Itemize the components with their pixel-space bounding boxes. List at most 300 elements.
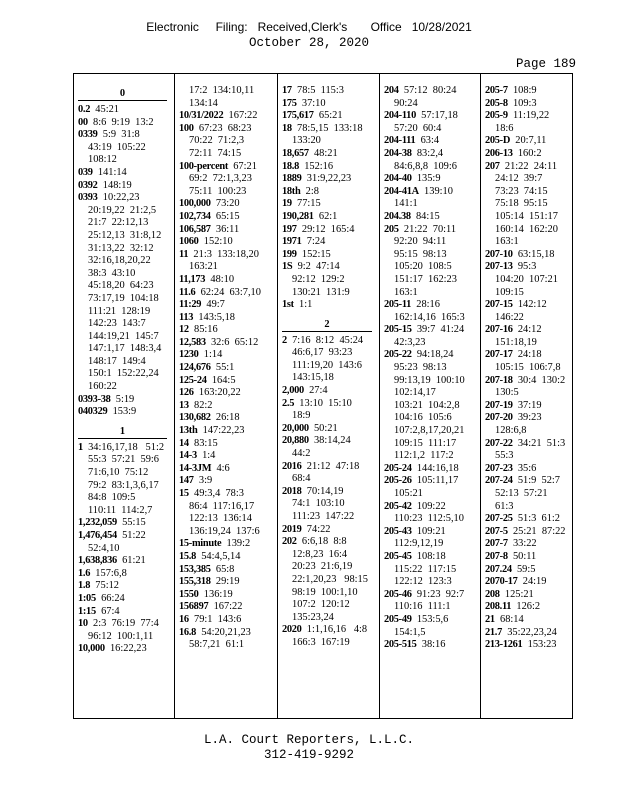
page-line-references: 136:19 [203,588,233,600]
index-entry-continuation [78,280,171,293]
index-term: 10,000 [78,643,105,655]
index-entry [179,337,274,350]
index-entry [485,475,568,488]
index-entry [384,526,477,539]
index-term: 205-D [485,135,511,147]
index-term: 13 [179,399,189,411]
index-term: 204-41A [384,185,419,197]
index-entry-continuation [485,337,568,350]
index-entry [485,85,568,98]
index-term: 0393 [78,192,98,204]
page-line-references: 102:14,17 [394,387,436,399]
page-line-references: 21:3 133:18,20 [193,248,259,260]
index-entry [384,589,477,602]
index-entry [485,161,568,174]
index-entry [78,117,171,130]
index-entry [384,475,477,488]
page-line-references: 22:1,20,23 98:15 [292,573,368,585]
index-entry-continuation [282,347,376,360]
index-term: 153,385 [179,563,211,575]
index-term: 207-22 [485,437,513,449]
index-entry [485,551,568,564]
index-term: 20,000 [282,422,309,434]
page-line-references: 36:11 [215,223,240,235]
index-term: 113 [179,311,194,323]
page-line-references: 92:20 94:11 [394,236,447,248]
index-term: 2018 [282,485,302,497]
index-term: 1 [78,441,83,453]
index-term: 1971 [282,236,302,248]
page-line-references: 38:3 43:10 [88,267,136,279]
page-line-references: 96:12 100:1,11 [88,630,154,642]
index-entry [485,564,568,577]
page-line-references: 103:21 104:2,8 [394,399,460,411]
page-line-references: 73:20 [215,198,240,210]
page-line-references: 141:14 [97,166,127,178]
index-entry [282,335,376,348]
index-entry [282,85,376,98]
index-entry-continuation [282,511,376,524]
page-line-references: 67:23 68:23 [198,122,252,134]
index-entry-continuation [485,123,568,136]
index-entry-continuation [78,381,171,394]
page-line-references: 98:19 100:1,10 [292,586,358,598]
index-entry [179,362,274,375]
index-entry [179,400,274,413]
index-term: 155,318 [179,576,211,588]
index-entry-continuation [282,612,376,625]
index-term: 20,880 [282,435,309,447]
index-entry-continuation [78,631,171,644]
index-entry-continuation [78,205,171,218]
page-line-references: 1:1,16,16 4:8 [306,624,368,636]
index-entry-continuation [282,561,376,574]
index-term: 205-43 [384,525,412,537]
page-line-references: 31:13,22 32:12 [88,242,154,254]
page-line-references: 29:12 165:4 [301,223,355,235]
index-entry [78,442,171,455]
index-term: 15 [179,488,189,499]
page-line-references: 63:15,18 [517,248,555,260]
index-entry [485,299,568,312]
index-entry [282,123,376,136]
index-entry-continuation [78,505,171,518]
page-line-references: 74:22 [306,523,331,535]
index-entry [384,639,477,652]
reporter-phone: 312-419-9292 [263,748,354,762]
index-term: 207-24 [485,475,513,487]
index-term: 00 [78,116,88,128]
index-term: 12,583 [179,336,206,348]
index-entry-continuation [282,637,376,650]
index-entry-continuation [384,488,477,501]
index-entry [485,148,568,161]
page-line-references: 78:5,15 133:18 [297,122,363,134]
page-line-references: 166:3 167:19 [292,636,350,648]
page-line-references: 65:21 [318,110,343,122]
page-line-references: 163:1 [495,236,519,248]
page-line-references: 55:15 [122,517,146,529]
page-line-references: 160:14 162:20 [495,223,558,235]
index-entry-continuation [485,198,568,211]
page-line-references: 45:18,20 64:23 [88,280,154,292]
index-entry-continuation [485,362,568,375]
page-line-references: 28:16 [416,299,440,311]
page-line-references: 31:9,22,23 [306,173,352,185]
page-line-references: 148:19 [102,179,132,191]
page-line-references: 73:17,19 104:18 [88,292,159,304]
index-entry [485,135,568,148]
index-term: 204.38 [384,210,411,222]
index-entry-continuation [78,154,171,167]
index-entry [384,186,477,199]
page-line-references: 135:9 [416,173,441,185]
index-term: 205-15 [384,324,412,336]
index-column-4 [379,74,480,718]
page-line-references: 62:24 63:7,10 [200,286,261,298]
page-line-references: 75:12 [95,580,119,592]
index-entry-continuation [282,574,376,587]
index-term: 204-40 [384,173,412,185]
index-entry-continuation [179,173,274,186]
page-line-references: 51:9 52:7 [517,475,560,487]
page-line-references: 152:15 [301,248,331,260]
page-line-references: 1:14 [203,349,223,361]
index-entry [78,129,171,142]
index-entry [485,601,568,614]
page-line-references: 139:2 [226,538,251,550]
index-term: 11:29 [179,299,202,311]
page-line-references: 10:22,23 [102,192,140,204]
index-entry [78,104,171,117]
page-line-references: 104:20 107:21 [495,273,558,285]
index-term: 1889 [282,173,302,185]
index-term: 207-17 [485,349,513,361]
page-line-references: 2:3 76:19 77:4 [93,618,159,630]
index-term: 207-20 [485,412,513,424]
page-line-references: 107:2,8,17,20,21 [394,425,465,437]
index-term: 207-19 [485,399,513,411]
index-entry-continuation [384,601,477,614]
index-term: 19 [282,198,292,210]
index-entry-continuation [485,173,568,186]
index-term: 12 [179,324,189,336]
index-term: 1S [282,261,293,273]
index-entry-continuation [78,492,171,505]
index-term: 2 [282,334,287,346]
index-term: 040329 [78,406,108,418]
index-entry-continuation [485,425,568,438]
index-entry-continuation [78,230,171,243]
index-term: 2070-17 [485,576,518,588]
index-term: 204 [384,85,399,96]
page-line-references: 110:23 112:5,10 [394,513,464,525]
page-line-references: 61:21 [122,555,146,567]
index-term: 205-8 [485,97,508,109]
index-entry [485,349,568,362]
page-line-references: 39:23 [517,412,542,424]
index-entry-continuation [282,274,376,287]
page-line-references: 128:6,8 [495,425,527,437]
page-line-references: 94:18,24 [416,349,454,361]
index-entry [179,287,274,300]
index-term: 125-24 [179,374,207,386]
index-term: 207.24 [485,563,512,575]
page-line-references: 65:15 [215,210,240,222]
index-entry [282,261,376,274]
page-line-references: 3:9 [198,475,213,487]
page-line-references: 91:23 92:7 [416,588,465,600]
index-entry [485,438,568,451]
index-entry-continuation [282,448,376,461]
page-line-references: 65:8 [215,563,235,575]
index-entry-continuation [179,261,274,274]
page-line-references: 83:2,4 [416,147,444,159]
index-entry-continuation [282,498,376,511]
page-line-references: 160:2 [517,147,542,159]
index-entry [282,299,376,312]
index-term: 205-45 [384,550,412,562]
index-entry [179,614,274,627]
index-entry [179,236,274,249]
page-line-references: 86:4 117:16,17 [189,500,255,512]
page-line-references: 18:6 [495,122,514,134]
index-entry [485,110,568,123]
index-term: 204-38 [384,147,412,159]
index-term: 207-25 [485,513,513,525]
index-entry [282,524,376,537]
page-line-references: 79:2 83:1,3,6,17 [88,479,159,491]
index-entry [384,173,477,186]
index-entry [282,224,376,237]
page-line-references: 151:18,19 [495,336,537,348]
page-line-references: 38:16 [421,639,446,651]
index-term: 205-7 [485,85,508,96]
index-entry-continuation [78,454,171,467]
index-entry [384,224,477,237]
index-entry [78,406,171,419]
page-line-references: 130:5 [495,387,519,399]
index-entry [282,461,376,474]
index-entry-continuation [384,123,477,136]
index-entry [179,274,274,287]
page-line-references: 18:9 [292,410,311,422]
page-line-references: 162:14,16 165:3 [394,311,465,323]
index-entry [179,576,274,589]
page-line-references: 126:2 [516,601,541,613]
page-line-references: 63:4 [420,135,440,147]
index-term: 2.5 [282,397,295,409]
page-line-references: 163:20,22 [198,387,241,399]
page-line-references: 51:3 61:2 [517,513,560,525]
index-term: 10/31/2022 [179,110,224,122]
index-entry-continuation [485,287,568,300]
page-line-references: 77:15 [297,198,321,210]
index-entry [485,98,568,111]
page-line-references: 160:22 [88,381,117,393]
index-term: 2019 [282,523,302,535]
page-line-references: 153:9 [112,406,137,418]
page-line-references: 125:21 [504,588,534,600]
index-entry [282,198,376,211]
index-term: 18,657 [282,147,309,159]
page-line-references: 152:10 [203,236,233,248]
index-entry [78,643,171,656]
index-entry-continuation [384,576,477,589]
index-entry [78,530,171,543]
page-line-references: 9:2 47:14 [297,261,340,273]
page-line-references: 150:1 152:22,24 [88,368,159,380]
index-entry-continuation [78,356,171,369]
index-entry [282,435,376,448]
index-term: 100 [179,122,194,134]
index-entry [384,614,477,627]
index-entry [384,148,477,161]
page-line-references: 57:20 60:4 [394,122,442,134]
index-entry [384,501,477,514]
index-column-2 [174,74,277,718]
page-line-references: 75:18 95:15 [495,198,548,210]
index-term: 147 [179,475,194,487]
filing-stamp: Electronic Filing: Received,Clerk's Office 10/28/2021 [146,20,472,34]
index-entry-continuation [78,331,171,344]
page-line-references: 142:23 143:7 [88,318,146,330]
index-entry-continuation [384,627,477,640]
page-line-references: 24:12 [517,324,542,336]
page-line-references: 142:12 [517,299,547,311]
page-line-references: 109:3 [512,97,537,109]
page-line-references: 105:21 [394,488,423,499]
index-entry-continuation [78,368,171,381]
page-line-references: 51:22 [122,530,146,541]
index-entry [179,375,274,388]
page-line-references: 147:1,17 148:3,4 [88,343,162,355]
index-entry [179,488,274,501]
page-line-references: 95:23 98:13 [394,362,447,374]
letter-heading: 2 [282,318,372,332]
reporter-name: L.A. Court Reporters, L.L.C. [203,733,415,747]
page-line-references: 26:18 [215,412,240,424]
index-entry-continuation [78,343,171,356]
index-entry [179,299,274,312]
index-term: 199 [282,248,297,260]
page-line-references: 153:23 [527,639,557,651]
page-line-references: 48:21 [313,147,338,159]
index-term: 2020 [282,624,302,636]
index-entry [78,606,171,619]
index-term: 202 [282,536,297,548]
page-line-references: 20:19,22 21:2,5 [88,204,157,216]
page-line-references: 74:1 103:10 [292,498,345,510]
index-entry [179,412,274,425]
page-line-references: 57:12 80:24 [403,85,457,96]
page-line-references: 43:19 105:22 [88,141,146,153]
page-line-references: 110:16 111:1 [394,601,451,613]
index-entry-continuation [179,135,274,148]
page-line-references: 109:15 111:17 [394,437,457,449]
index-term: 206-13 [485,147,513,159]
page-line-references: 104:16 105:6 [394,412,452,424]
index-term: 190,281 [282,210,314,222]
index-term: 175 [282,97,297,109]
page-line-references: 66:24 [101,592,125,604]
index-term: 208.11 [485,601,512,613]
page-line-references: 37:19 [517,399,542,411]
index-entry [78,580,171,593]
page-line-references: 167:22 [213,601,243,613]
page-line-references: 13:10 15:10 [299,397,352,409]
index-term: 18th [282,185,301,197]
index-entry [78,167,171,180]
index-term: 1230 [179,349,199,361]
page-line-references: 135:23,24 [292,611,334,623]
index-entry-continuation [282,599,376,612]
page-line-references: 139:10 [424,185,453,197]
index-entry-continuation [179,98,274,111]
index-entry-continuation [384,564,477,577]
index-entry-continuation [384,98,477,111]
page-line-references: 37:10 [301,97,326,109]
index-entry-continuation [78,255,171,268]
index-term: 207-16 [485,324,513,336]
index-entry-continuation [179,526,274,539]
index-entry [179,312,274,325]
index-entry [485,589,568,602]
page-line-references: 62:1 [318,210,338,222]
index-entry [282,249,376,262]
index-column-5 [480,74,571,718]
index-entry-continuation [384,236,477,249]
page-line-references: 112:1,2 117:2 [394,450,454,462]
page-line-references: 164:5 [211,374,236,386]
index-entry-continuation [384,412,477,425]
index-term: 18 [282,122,292,134]
index-entry-continuation [384,161,477,174]
index-entry-continuation [78,306,171,319]
index-entry [384,324,477,337]
index-term: 205-24 [384,462,412,474]
index-term: 1:05 [78,592,96,604]
index-entry [282,161,376,174]
page-line-references: 30:4 130:2 [517,374,566,386]
page-line-references: 5:19 [115,393,135,405]
index-term: 204-110 [384,110,416,122]
page-line-references: 107:2 120:12 [292,599,350,611]
index-entry-continuation [485,224,568,237]
index-entry [384,85,477,98]
page-line-references: 95:3 [517,261,537,273]
page-line-references: 59:5 [516,563,536,575]
index-entry [179,601,274,614]
index-entry-continuation [282,372,376,385]
index-entry [384,211,477,224]
index-entry-continuation [384,400,477,413]
page-line-references: 44:2 [292,448,311,460]
index-entry [179,564,274,577]
page-line-references: 21:22 24:11 [504,160,558,172]
page-line-references: 58:7,21 61:1 [189,639,245,651]
page-line-references: 1:4 [202,450,216,462]
index-entry [485,375,568,388]
index-entry [282,236,376,249]
index-entry-continuation [384,425,477,438]
index-term: 1,232,059 [78,517,117,529]
page-line-references: 55:3 [495,450,514,462]
page-line-references: 111:21 128:19 [88,305,151,317]
page-line-references: 84:8 109:5 [88,492,136,504]
page-line-references: 141:1 [394,198,418,210]
page-line-references: 4:6 [216,462,230,474]
